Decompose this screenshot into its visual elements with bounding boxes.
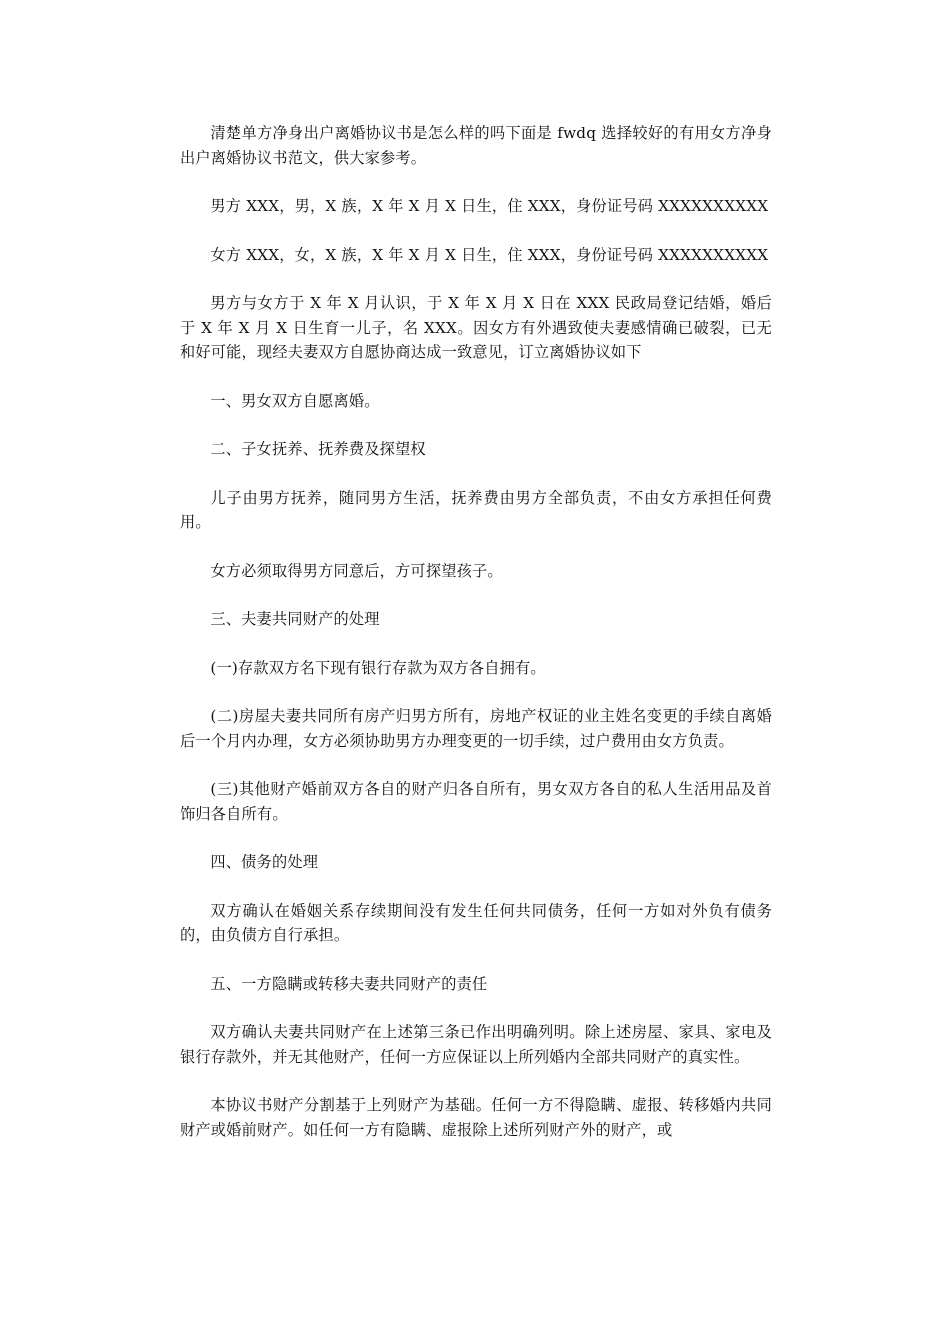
clause-4-heading: 四、债务的处理 [210,853,319,871]
clause-2-heading: 二、子女抚养、抚养费及探望权 [210,440,426,458]
debts-paragraph: 双方确认在婚姻关系存续期间没有发生任何共同债务，任何一方如对外负有债务的，由负债方自行承担。 [180,901,772,944]
intro-paragraph: 清楚单方净身出户离婚协议书是怎么样的吗下面是 fwdq 选择较好的有用女方净身出户离婚协议书范文，供大家参考。 [180,124,772,167]
background-paragraph: 男方与女方于 X 年 X 月认识，于 X 年 X 月 X 日在 XXX 民政局登记结婚，婚后于 X 年 X 月 X 日生育一儿子，名 XXX。因女方有外遇致使夫妻感情确已破裂，已无和好可能，现经夫妻双方自愿协商达成一致意见，订立离婚协议如下 [180,294,772,361]
deposits-paragraph: (一)存款双方名下现有银行存款为双方各自拥有。 [210,658,546,677]
clause-5-heading: 五、一方隐瞒或转移夫妻共同财产的责任 [210,974,488,993]
property-basis-paragraph: 本协议书财产分割基于上列财产为基础。任何一方不得隐瞒、虚报、转移婚内共同财产或婚前财产。如任何一方有隐瞒、虚报除上述所列财产外的财产，或 [180,1096,772,1139]
clause-3-heading: 三、夫妻共同财产的处理 [210,610,380,628]
male-party-info: 男方 XXX，男，X 族，X 年 X 月 X 日生，住 XXX，身份证号码 XXXXXXXXXX [210,197,769,215]
house-paragraph: (二)房屋夫妻共同所有房产归男方所有，房地产权证的业主姓名变更的手续自离婚后一个月内办理，女方必须协助男方办理变更的一切手续，过户费用由女方负责。 [180,707,772,750]
document-body [180,121,772,1166]
visitation-paragraph: 女方必须取得男方同意后，方可探望孩子。 [210,561,503,580]
clause-1-heading: 一、男女双方自愿离婚。 [210,391,380,410]
female-party-info: 女方 XXX，女，X 族，X 年 X 月 X 日生，住 XXX，身份证号码 XXXXXXXXXX [210,245,769,264]
property-confirmation-paragraph: 双方确认夫妻共同财产在上述第三条已作出明确列明。除上述房屋、家具、家电及银行存款外，并无其他财产，任何一方应保证以上所列婚内全部共同财产的真实性。 [180,1023,772,1066]
custody-paragraph: 儿子由男方抚养，随同男方生活，抚养费由男方全部负责，不由女方承担任何费用。 [180,488,772,531]
other-property-paragraph: (三)其他财产婚前双方各自的财产归各自所有，男女双方各自的私人生活用品及首饰归各自所有。 [180,780,772,823]
